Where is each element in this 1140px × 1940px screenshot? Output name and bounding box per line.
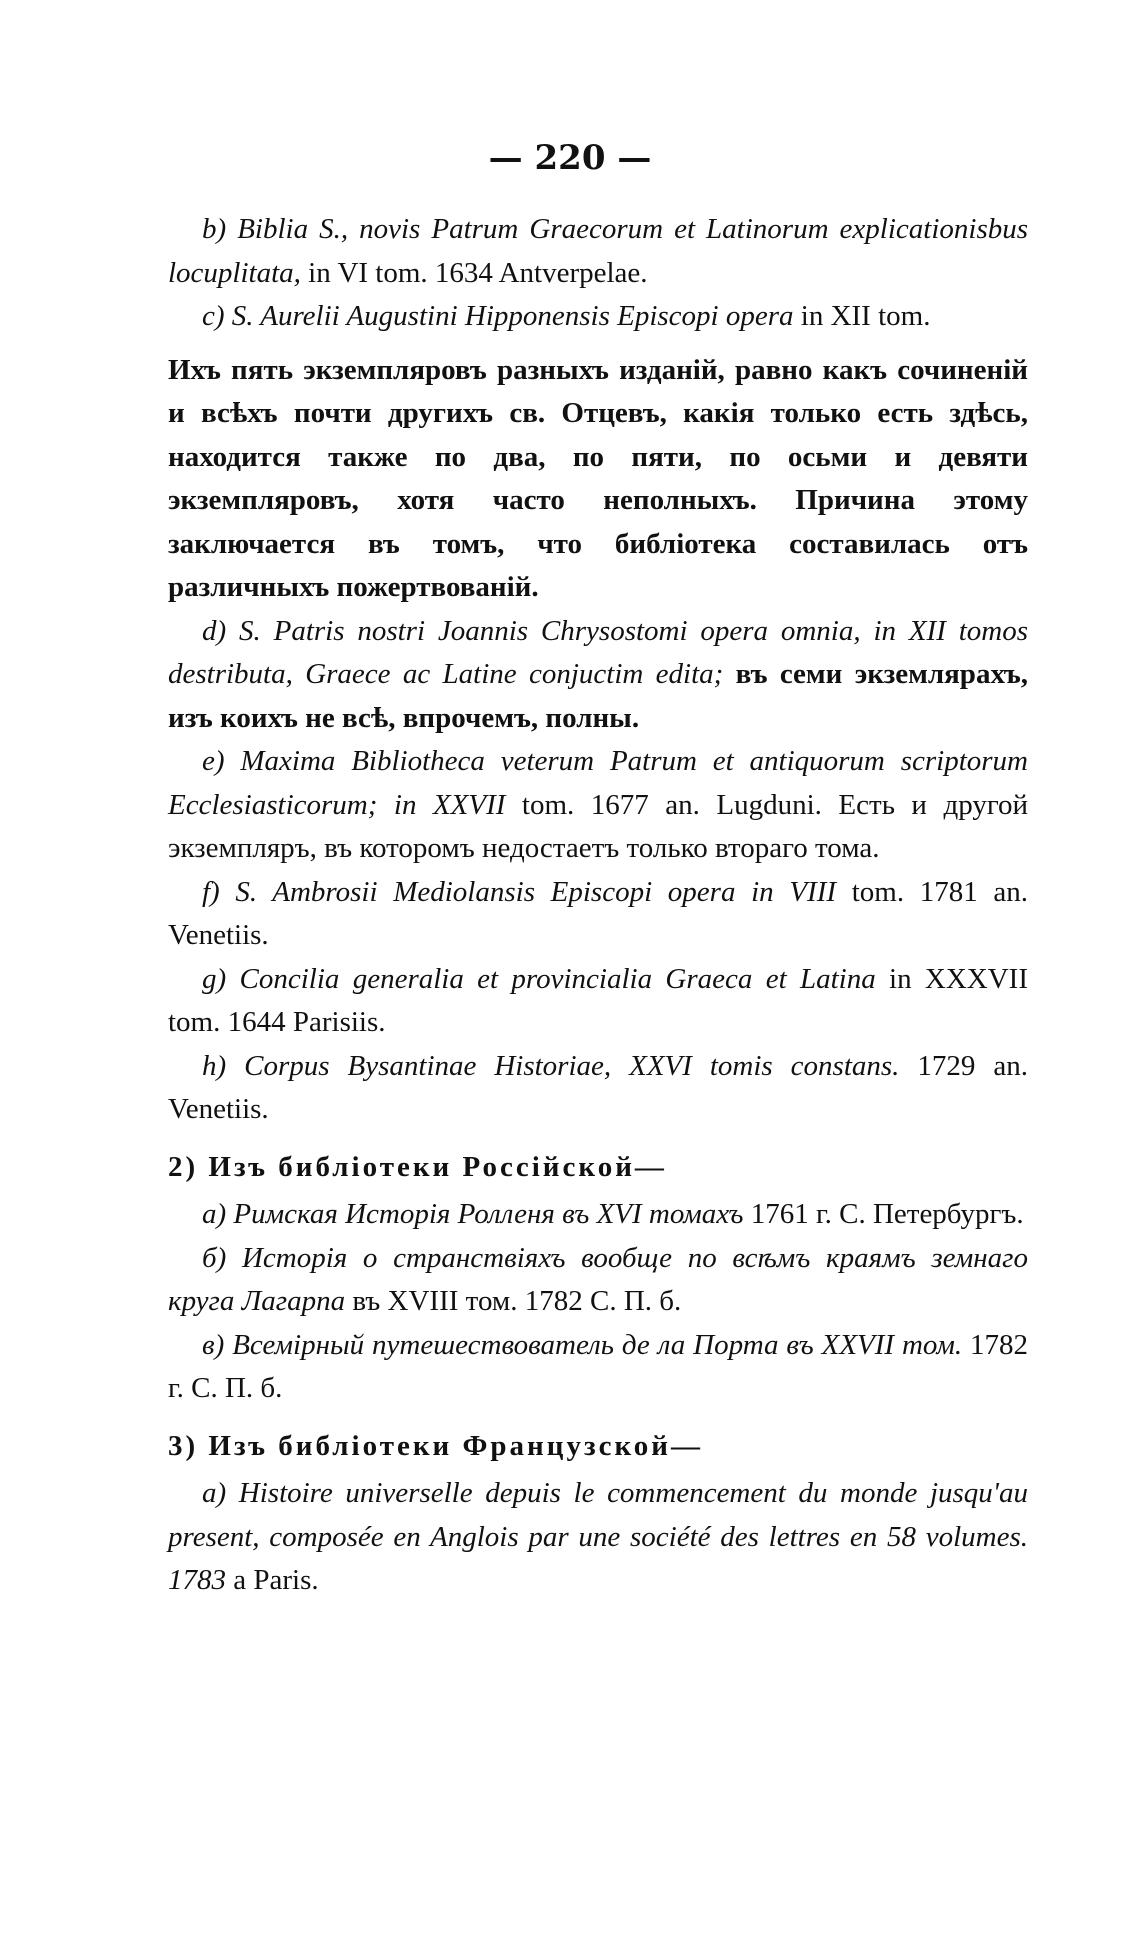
entry-title: S. Patris nostri Joannis Chrysostomi opera omnia, in XII tomos destributa, Graece ac Latine conjuctim edita; — [168, 614, 1028, 690]
entry-f — [168, 871, 1028, 958]
entry-details: a Paris. — [233, 1564, 319, 1596]
entry-title: Corpus Bysantinae Historiae, XXVI tomis constans. — [244, 1049, 900, 1082]
entry-title: S. Ambrosii Mediolansis Episcopi opera in VIII — [235, 875, 837, 908]
entry-title: Biblia S., novis Patrum Graecorum et Latinorum explicationisbus locuplitata, — [168, 213, 1029, 289]
entry-title: Maxima Bibliotheca veterum Patrum et antiquorum scriptorum Ecclesiasticorum; in XXVII — [168, 745, 1028, 821]
section-heading-french: 3) Изъ библіотеки Французской— — [168, 1429, 704, 1462]
entry-title: Исторія о странствіяхъ вообще по всѣмъ краямъ земнаго круга Лагарпа — [168, 1241, 1028, 1317]
entry-label: f) — [202, 875, 220, 908]
entry-c — [168, 295, 1028, 339]
entry-label: a) — [202, 1477, 227, 1509]
entry-title: S. Aurelii Augustini Hipponensis Episcopi opera — [231, 300, 794, 332]
entry-label: b) — [202, 213, 227, 245]
entry-details: in XXXVII tom. 1644 Parisiis. — [168, 962, 1028, 1038]
entry-g — [168, 958, 1028, 1045]
entry-title: Всемірный путешествователь де ла Порта въ XXVII том. — [232, 1328, 963, 1361]
entry-label: e) — [202, 745, 225, 777]
entry-e — [168, 740, 1028, 871]
entry-details: въ семи экземлярахъ, изъ коихъ не всѣ, впрочемъ, полны. — [168, 658, 1028, 734]
entry-details: tom. 1781 an. Venetiis. — [168, 875, 1029, 951]
entry-details: 1729 an. Venetiis. — [168, 1049, 1028, 1125]
entry-h — [168, 1045, 1028, 1132]
entry-label: h) — [202, 1049, 227, 1082]
entry-ru-a — [168, 1193, 1028, 1237]
entry-title: Concilia generalia et provincialia Graeca et Latina — [239, 962, 876, 995]
paragraph-copies: Ихъ пять экземпляровъ разныхъ изданій, равно какъ сочиненій и всѣхъ почти другихъ св. Отцевъ, какія только есть здѣсь, находится также по два, по пяти, по осьми и девяти экземпляровъ, хотя часто неполныхъ. Причина этому заключается въ томъ, что библіотека составилась отъ различныхъ пожертвованій. — [168, 353, 1028, 603]
entry-ru-b — [168, 1237, 1028, 1324]
entry-fr-a — [168, 1472, 1028, 1603]
entry-label: б) — [202, 1241, 227, 1274]
entry-b — [168, 208, 1028, 295]
entry-ru-v — [168, 1324, 1028, 1411]
entry-details: въ XVIII том. 1782 С. П. б. — [352, 1285, 682, 1317]
entry-label: d) — [202, 614, 227, 647]
entry-details: in XII tom. — [800, 300, 931, 332]
entry-label: в) — [202, 1328, 225, 1361]
page-number: — 220 — — [488, 138, 652, 178]
entry-details: 1761 г. С. Петербургъ. — [750, 1198, 1024, 1230]
entry-title: Римская Исторія Ролленя въ XVI томахъ — [233, 1198, 744, 1230]
section-heading-russian: 2) Изъ библіотеки Россійской— — [168, 1150, 667, 1183]
entry-details: tom. 1677 an. Lugduni. Есть и другой экземпляръ, въ которомъ недостаетъ только втораго тома. — [168, 788, 1029, 864]
entry-label: а) — [202, 1198, 227, 1230]
entry-details: in VI tom. 1634 Antverpelae. — [308, 256, 648, 289]
entry-title: Histoire universelle depuis le commencement du monde jusqu'au present, composée en Anglois par une société des lettres en 58 volumes. 1783 — [168, 1477, 1028, 1596]
page-body — [168, 208, 1028, 1603]
entry-label: c) — [202, 300, 225, 332]
entry-label: g) — [202, 962, 227, 995]
entry-details: 1782 г. С. П. б. — [168, 1328, 1029, 1404]
entry-d — [168, 610, 1028, 741]
